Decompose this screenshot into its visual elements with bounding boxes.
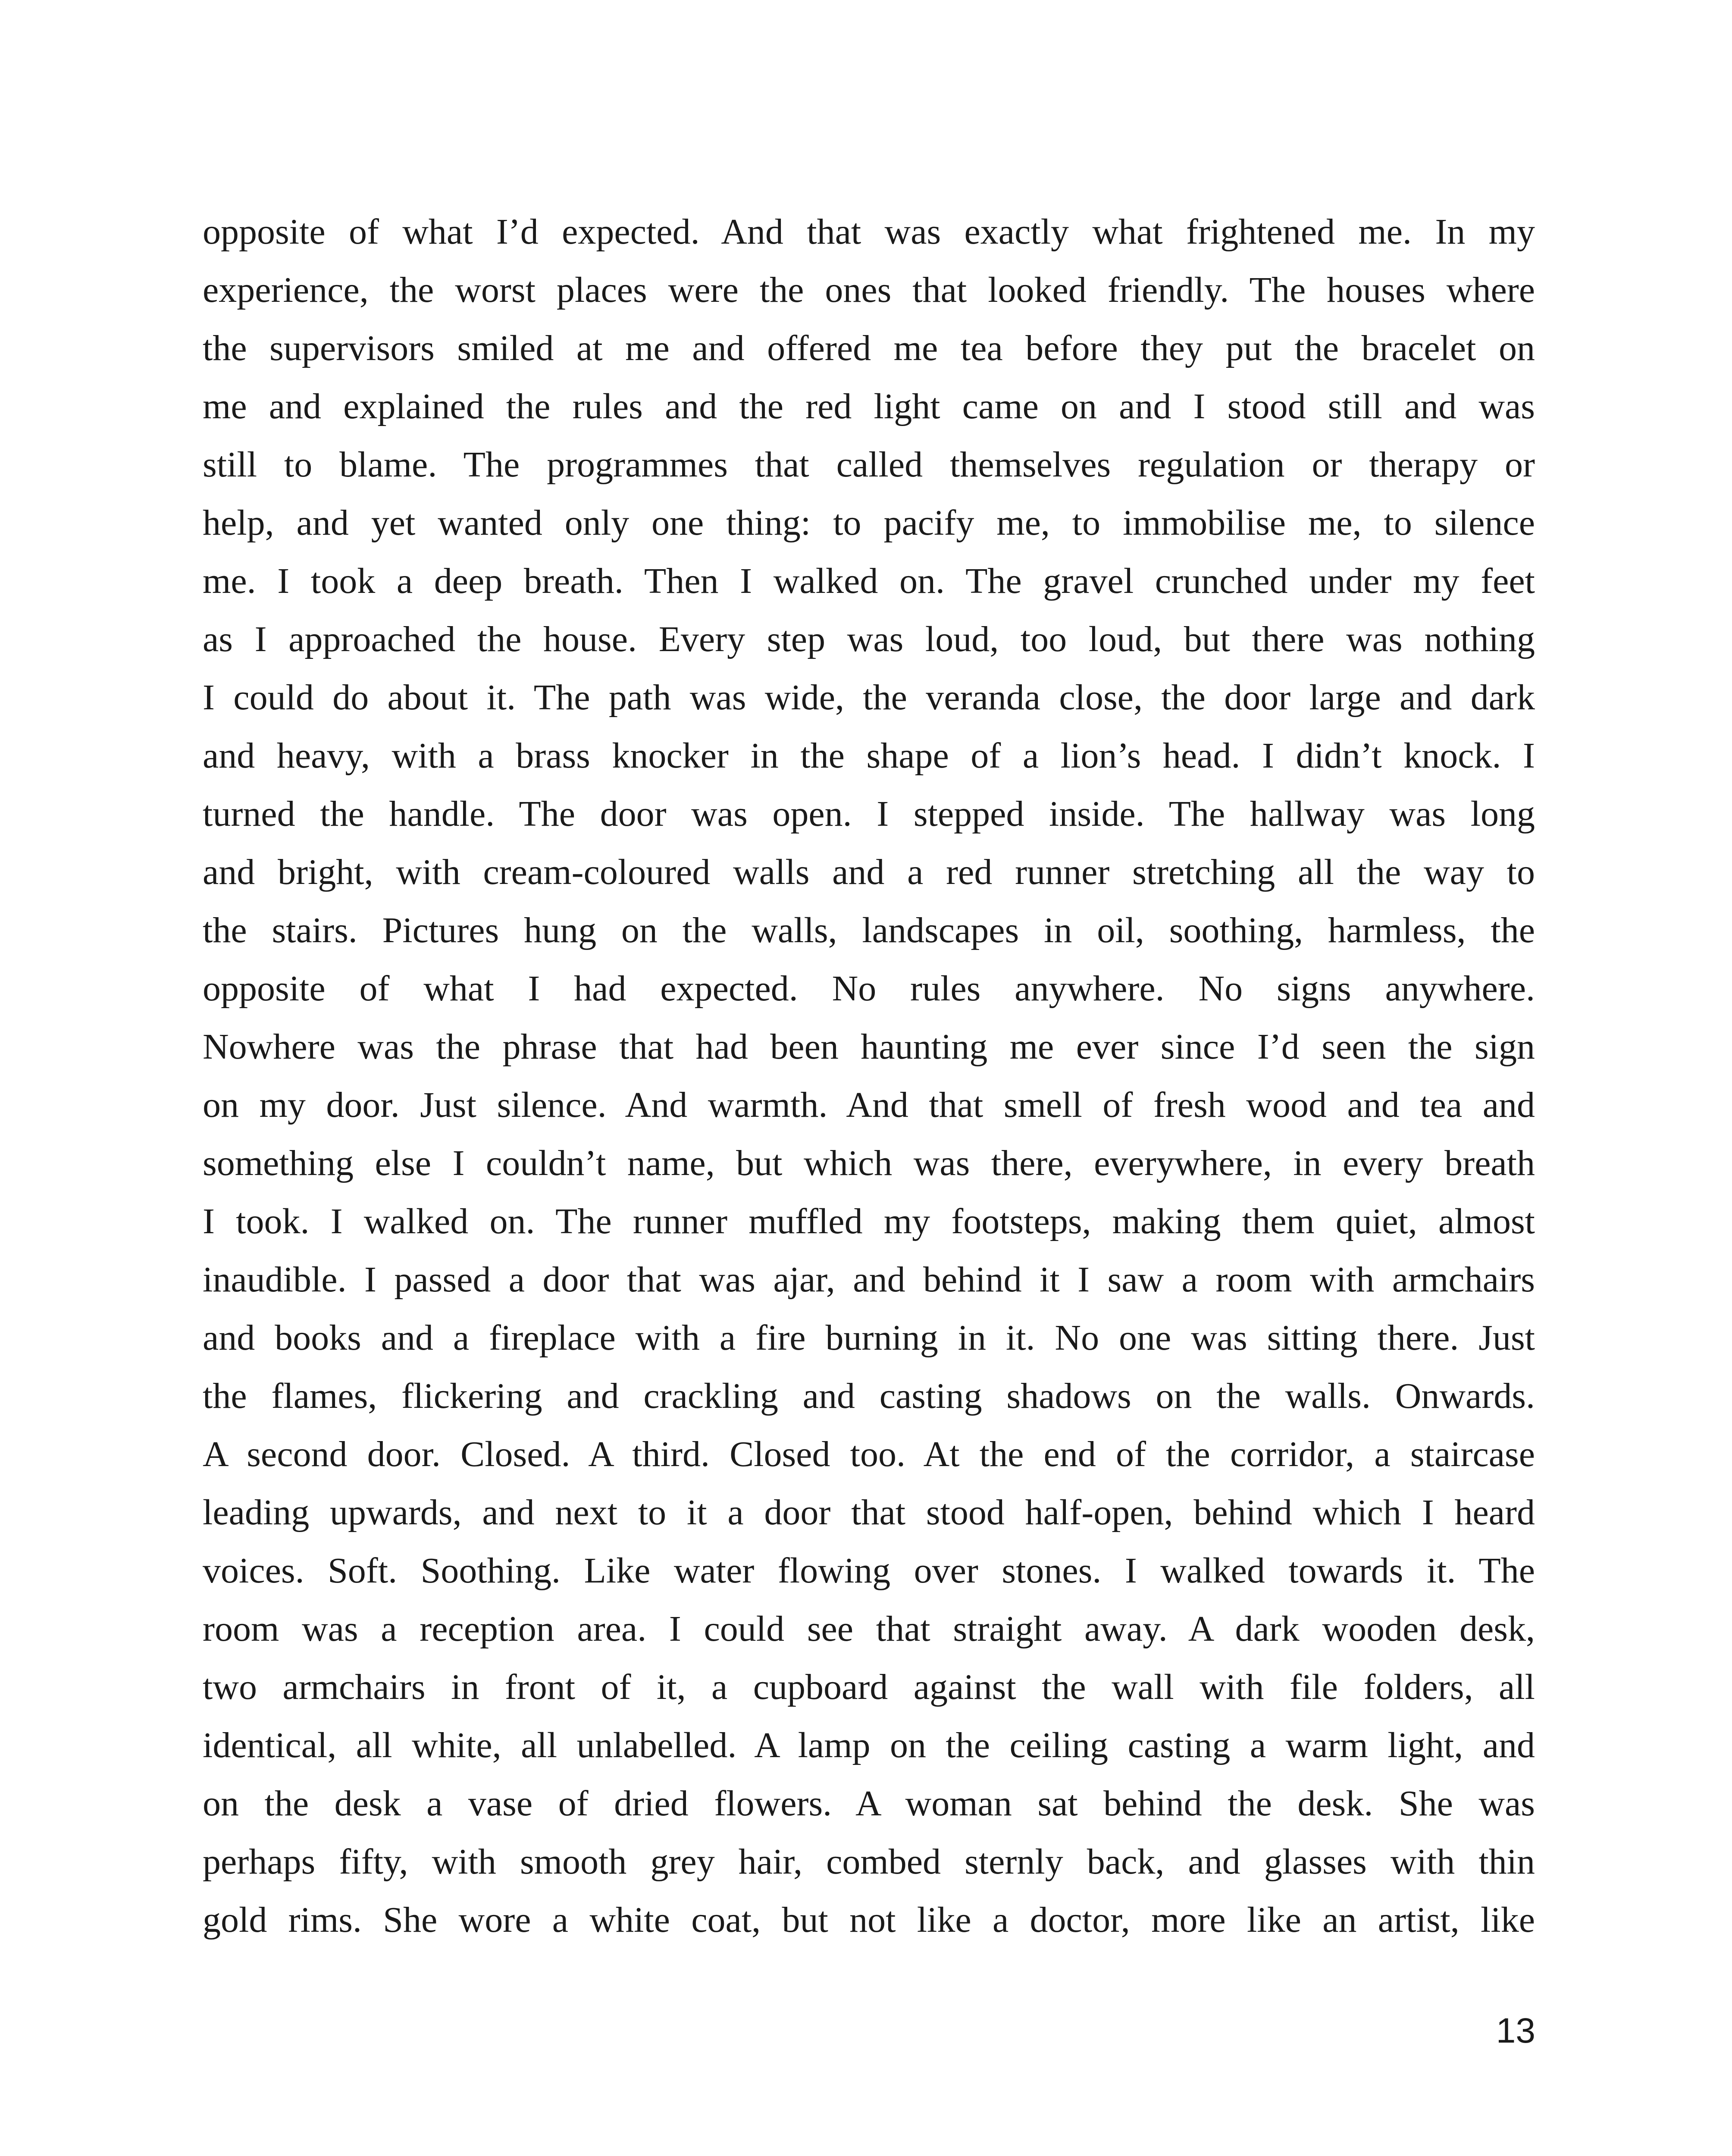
- text-line: me. I took a deep breath. Then I walked on. The gravel crunched under my feet: [203, 561, 1535, 601]
- text-line: the flames, flickering and crackling and casting shadows on the walls. Onwards.: [203, 1376, 1535, 1416]
- text-line: and books and a fireplace with a fire burning in it. No one was sitting there. Just: [203, 1318, 1535, 1358]
- text-line: I took. I walked on. The runner muffled my footsteps, making them quiet, almost: [203, 1201, 1535, 1241]
- text-line: inaudible. I passed a door that was ajar, and behind it I saw a room with armchairs: [203, 1260, 1535, 1300]
- body-text: [203, 203, 1535, 1949]
- text-line: as I approached the house. Every step was loud, too loud, but there was nothing: [203, 619, 1535, 659]
- text-line: and heavy, with a brass knocker in the shape of a lion’s head. I didn’t knock. I: [203, 736, 1535, 776]
- text-line: A second door. Closed. A third. Closed too. At the end of the corridor, a staircase: [203, 1434, 1535, 1474]
- text-line: Nowhere was the phrase that had been haunting me ever since I’d seen the sign: [203, 1027, 1535, 1067]
- text-line: opposite of what I had expected. No rules anywhere. No signs anywhere.: [203, 968, 1535, 1009]
- text-line: perhaps fifty, with smooth grey hair, combed sternly back, and glasses with thin: [203, 1842, 1535, 1882]
- text-line: opposite of what I’d expected. And that was exactly what frightened me. In my: [203, 212, 1535, 252]
- text-line: the stairs. Pictures hung on the walls, landscapes in oil, soothing, harmless, the: [203, 910, 1535, 950]
- text-line: voices. Soft. Soothing. Like water flowing over stones. I walked towards it. The: [203, 1551, 1535, 1591]
- text-line: two armchairs in front of it, a cupboard against the wall with file folders, all: [203, 1667, 1535, 1707]
- page-number: 13: [1496, 2011, 1535, 2050]
- text-line: still to blame. The programmes that called themselves regulation or therapy or: [203, 445, 1535, 485]
- text-line: the supervisors smiled at me and offered me tea before they put the bracelet on: [203, 328, 1535, 368]
- text-line: on my door. Just silence. And warmth. And that smell of fresh wood and tea and: [203, 1085, 1535, 1125]
- text-line: gold rims. She wore a white coat, but not like a doctor, more like an artist, like: [203, 1900, 1535, 1940]
- text-line: and bright, with cream-coloured walls and a red runner stretching all the way to: [203, 852, 1535, 892]
- text-line: turned the handle. The door was open. I stepped inside. The hallway was long: [203, 794, 1535, 834]
- text-line: identical, all white, all unlabelled. A lamp on the ceiling casting a warm light, and: [203, 1725, 1535, 1765]
- text-line: I could do about it. The path was wide, the veranda close, the door large and dark: [203, 677, 1535, 718]
- text-line: leading upwards, and next to it a door that stood half-open, behind which I heard: [203, 1492, 1535, 1532]
- text-line: help, and yet wanted only one thing: to pacify me, to immobilise me, to silence: [203, 503, 1535, 543]
- text-line: room was a reception area. I could see that straight away. A dark wooden desk,: [203, 1609, 1535, 1649]
- text-line: something else I couldn’t name, but which was there, everywhere, in every breath: [203, 1143, 1535, 1183]
- text-line: experience, the worst places were the ones that looked friendly. The houses where: [203, 270, 1535, 310]
- text-line: me and explained the rules and the red light came on and I stood still and was: [203, 386, 1535, 426]
- text-line: on the desk a vase of dried flowers. A woman sat behind the desk. She was: [203, 1783, 1535, 1824]
